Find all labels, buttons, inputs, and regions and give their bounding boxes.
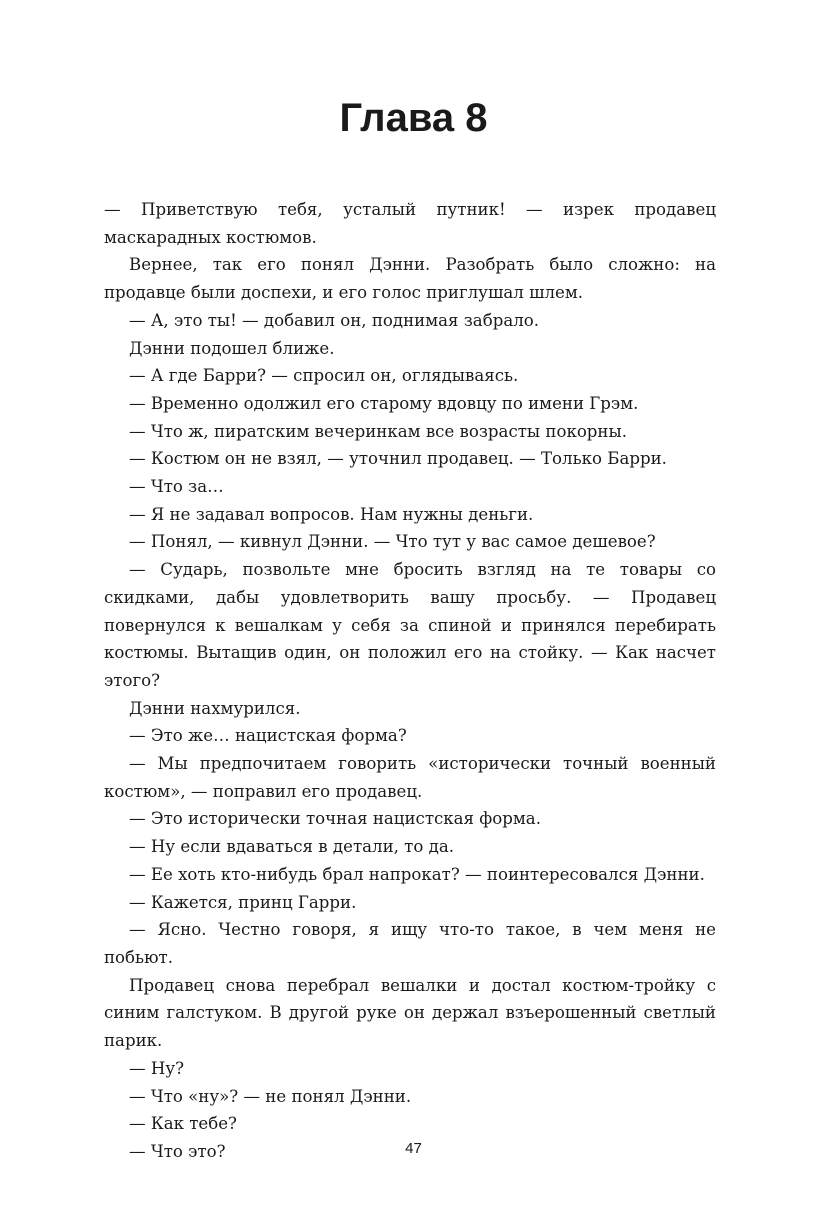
paragraph: — Костюм он не взял, — уточнил продавец. — Только Барри.	[129, 449, 667, 469]
paragraph: — Ну если вдаваться в детали, то да.	[129, 837, 455, 857]
paragraph: — Кажется, принц Гарри.	[129, 892, 357, 912]
paragraph: — Ясно. Честно говоря, я ищу что-то такое, в чем меня не побьют.	[104, 920, 716, 967]
paragraph: — Ну?	[129, 1058, 184, 1078]
paragraph: — Что ж, пиратским вечеринкам все возрасты покорны.	[129, 421, 627, 441]
paragraph: — Это же… нацистская форма?	[129, 726, 407, 746]
paragraph: — Ее хоть кто-нибудь брал напрокат? — поинтересовался Дэнни.	[129, 864, 705, 884]
paragraph: — Временно одолжил его старому вдовцу по имени Грэм.	[129, 393, 639, 413]
paragraph: — Что это?	[129, 1141, 226, 1161]
paragraph: — Я не задавал вопросов. Нам нужны деньги.	[129, 504, 534, 524]
paragraph: — Как тебе?	[129, 1114, 237, 1134]
paragraph: — Сударь, позвольте мне бросить взгляд на те товары со скидками, дабы удовлетворить вашу просьбу. — Продавец повернулся к вешалкам у себя за спиной и принялся перебирать костюмы. Вытащив один, он положил его на стойку. — Как насчет этого?	[104, 560, 716, 690]
paragraph: Вернее, так его понял Дэнни. Разобрать было сложно: на продавце были доспехи, и его голос приглушал шлем.	[104, 255, 716, 303]
paragraph: — Что «ну»? — не понял Дэнни.	[129, 1086, 412, 1106]
body-text	[104, 196, 716, 1166]
paragraph: Дэнни нахмурился.	[129, 698, 301, 718]
paragraph: — Что за…	[129, 477, 224, 497]
paragraph: — Мы предпочитаем говорить «исторически точный военный костюм», — поправил его продавец.	[104, 754, 716, 801]
paragraph: — Приветствую тебя, усталый путник! — изрек продавец маскарадных костюмов.	[104, 200, 716, 247]
paragraph: — А где Барри? — спросил он, оглядываясь.	[129, 366, 519, 386]
paragraph: — А, это ты! — добавил он, поднимая забрало.	[129, 310, 540, 330]
paragraph: — Понял, — кивнул Дэнни. — Что тут у вас самое дешевое?	[129, 532, 656, 552]
page-number: 47	[405, 1140, 422, 1157]
paragraph: — Это исторически точная нацистская форма.	[129, 809, 541, 829]
paragraph: Дэнни подошел ближе.	[129, 338, 335, 358]
chapter-title: Глава 8	[339, 96, 488, 140]
paragraph: Продавец снова перебрал вешалки и достал костюм-тройку с синим галстуком. В другой руке он держал взъерошенный светлый парик.	[104, 975, 716, 1051]
